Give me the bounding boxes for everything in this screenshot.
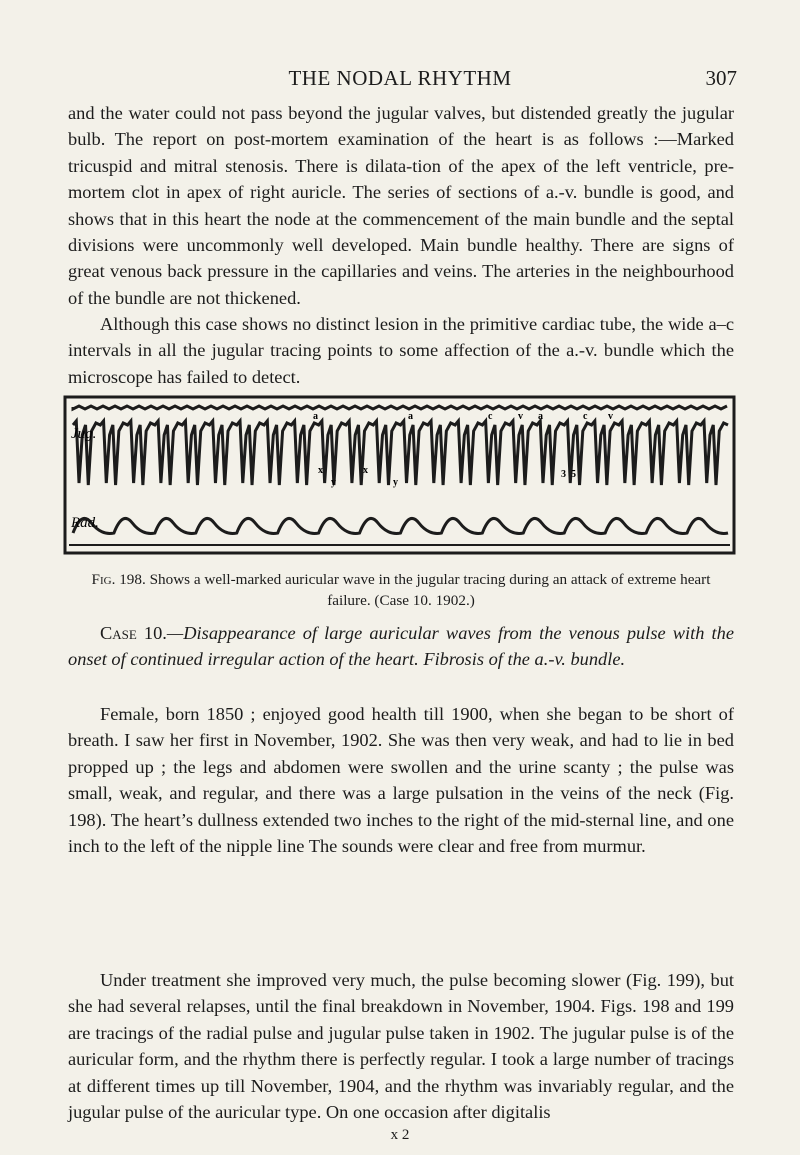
paragraph-postmortem: and the water could not pass beyond the jugular valves, but distended greatly the jugular bulb. The report on post-mortem examination of the heart is as follows :—Marked tricuspid and mitral stenosis. There is dilata-tion of the apex of the left ventricle, pre-mortem clot in apex of right auricle. The series of sections of a.-v. bundle is good, and shows that in this heart the node at the commencement of the main bundle and the septal divisions were uncommonly well developed. Main bundle healthy. There are signs of great venous back pressure in the capillaries and veins. The arteries in the neighbourhood of the bundle are not thickened. bbox=[68, 103, 734, 308]
figure-caption bbox=[68, 569, 734, 611]
page-number: 307 bbox=[705, 66, 737, 90]
paragraph-conclusion: Although this case shows no distinct lesion in the primitive cardiac tube, the wide a–c intervals in all the jugular tracing points to some affection of the a.-v. bundle which the microscope has failed to detect. bbox=[68, 314, 734, 387]
wave-marker: c bbox=[583, 411, 588, 422]
paragraph-treatment: Under treatment she improved very much, the pulse becoming slower (Fig. 199), but she had several relapses, until the final breakdown in November, 1904. Figs. 198 and 199 are tracings of the radial pulse and jugular pulse taken in 1902. The jugular pulse is of the auricular form, and the rhythm there is perfectly regular. I took a large number of tracings at different times up till November, 1904, and the rhythm was invariably regular, and the jugular pulse of the auricular type. On one occasion after digitalis bbox=[68, 970, 734, 1123]
jugular-label: Jug. bbox=[71, 426, 97, 442]
paragraph-history: Female, born 1850 ; enjoyed good health till 1900, when she began to be short of breath. I saw her first in November, 1902. She was then very weak, and had to lie in bed propped up ; the legs and abdomen were swollen and the urine scanty ; the pulse was small, weak, and regular, and there was a large pulsation in the veins of the neck (Fig. 198). The heart’s dullness extended two inches to the right of the mid-sternal line, and one inch to the left of the nipple line The sounds were clear and free from murmur. bbox=[68, 704, 734, 857]
case-title: —Disappearance of large auricular waves from the venous pulse with the onset of continued irregular action of the heart. Fibrosis of the a.-v. bundle. bbox=[68, 623, 734, 670]
wave-marker: x bbox=[318, 465, 323, 476]
wave-marker: 5 bbox=[571, 469, 576, 480]
figure-198-tracing bbox=[63, 395, 736, 555]
figure-caption-text: Shows a well-marked auricular wave in the jugular tracing during an attack of extreme heart failure. (Case 10. 1902.) bbox=[149, 571, 711, 609]
wave-marker: a bbox=[408, 411, 413, 422]
case-label: Case 10. bbox=[100, 623, 167, 643]
figure-label: Fig. 198. bbox=[91, 571, 146, 588]
wave-marker: 3 bbox=[561, 469, 566, 480]
signature-mark: x 2 bbox=[390, 1127, 410, 1143]
wave-marker: v bbox=[518, 411, 523, 422]
wave-marker: v bbox=[608, 411, 613, 422]
radial-label: Rad. bbox=[71, 515, 99, 531]
case-heading bbox=[68, 620, 734, 673]
wave-marker: y bbox=[331, 477, 336, 488]
running-title: THE NODAL RHYTHM bbox=[288, 66, 512, 90]
wave-marker: a bbox=[313, 411, 318, 422]
page-header bbox=[0, 66, 800, 96]
wave-marker: c bbox=[488, 411, 493, 422]
wave-marker: x bbox=[363, 465, 368, 476]
wave-marker: y bbox=[393, 477, 398, 488]
wave-marker: a bbox=[538, 411, 543, 422]
time-marker-line bbox=[73, 406, 727, 409]
